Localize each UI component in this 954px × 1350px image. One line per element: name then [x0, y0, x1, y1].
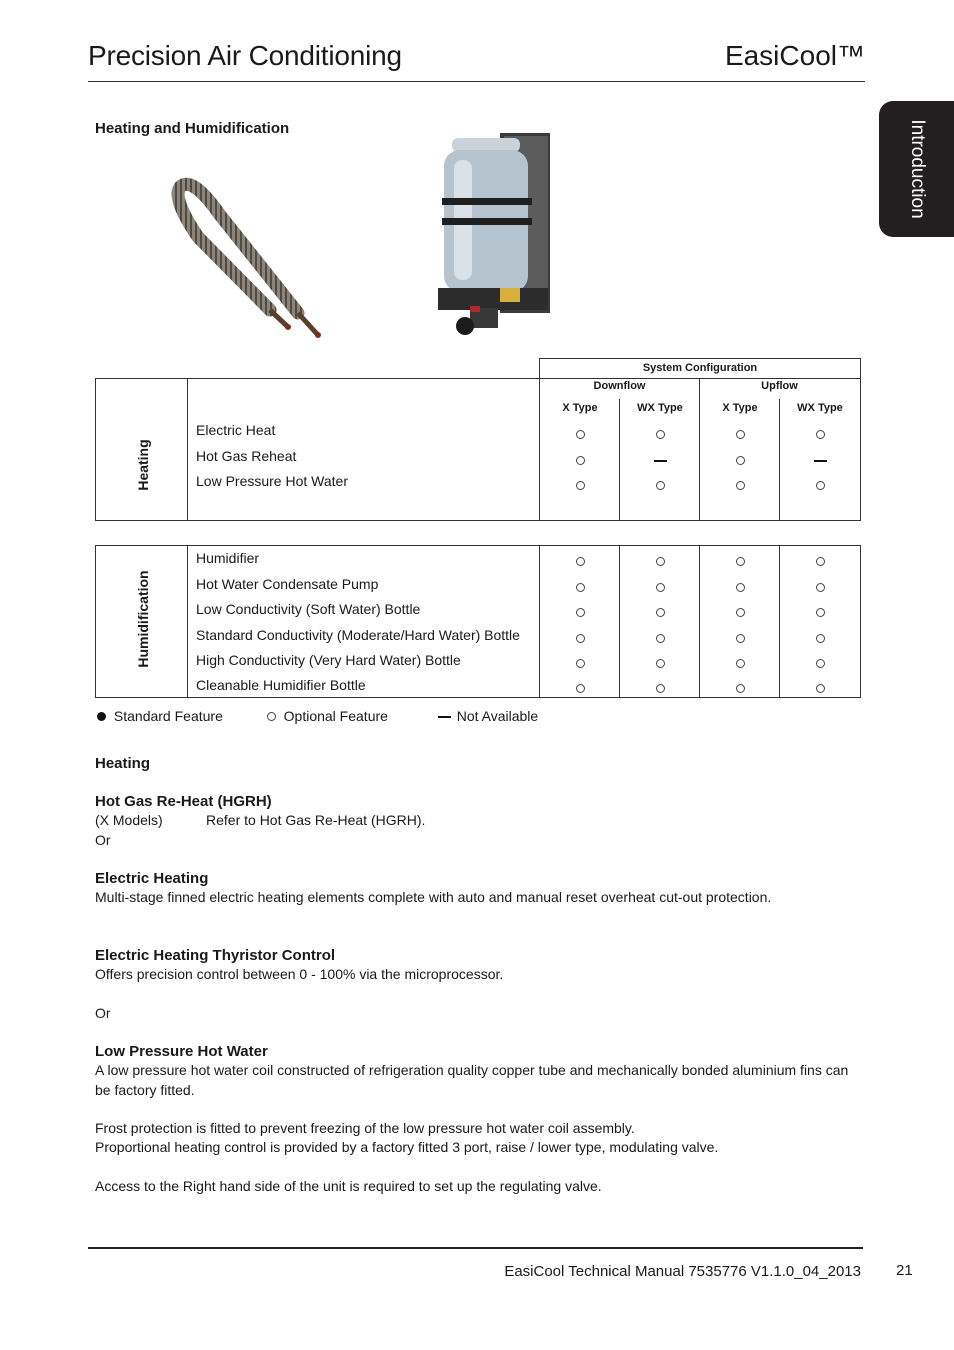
feature-cell [700, 579, 780, 597]
lphw-text-3: Proportional heating control is provided by a factory fitted 3 port, raise / lower type, modulating valve. [95, 1139, 719, 1155]
feature-cell [700, 630, 780, 648]
optional-feature-icon [736, 634, 745, 643]
optional-feature-icon [656, 430, 665, 439]
not-available-icon [814, 460, 827, 462]
row-label: Low Pressure Hot Water [196, 473, 348, 489]
optional-feature-icon [816, 608, 825, 617]
feature-cell [700, 426, 780, 444]
col-upflow-wx: WX Type [797, 402, 843, 414]
lphw-text-4: Access to the Right hand side of the unit is required to set up the regulating valve. [95, 1178, 602, 1194]
optional-feature-icon [656, 481, 665, 490]
hgrh-text: Refer to Hot Gas Re-Heat (HGRH). [206, 812, 426, 828]
lphw-text-2: Frost protection is fitted to prevent freezing of the low pressure hot water coil assembly. [95, 1120, 635, 1136]
heating-table [95, 378, 861, 521]
feature-cell [620, 604, 700, 622]
optional-feature-icon [656, 583, 665, 592]
not-available-icon [654, 460, 667, 462]
feature-cell [700, 477, 780, 495]
row-label: Standard Conductivity (Moderate/Hard Water) Bottle [196, 627, 520, 643]
feature-cell [780, 630, 860, 648]
heating-group-label: Heating [135, 439, 151, 491]
optional-feature-icon [736, 456, 745, 465]
optional-feature-icon [736, 684, 745, 693]
humidifier-image [430, 128, 560, 343]
section-heading: Heating and Humidification [95, 120, 290, 137]
section-tab-introduction[interactable] [879, 101, 954, 237]
thyristor-text: Offers precision control between 0 - 100% via the microprocessor. [95, 966, 504, 982]
legend [97, 708, 538, 724]
or-text: Or [95, 1005, 111, 1021]
optional-feature-icon [576, 634, 585, 643]
feature-cell [540, 604, 620, 622]
feature-cell [620, 426, 700, 444]
feature-cell [700, 680, 780, 698]
feature-cell [780, 553, 860, 571]
optional-feature-icon [576, 583, 585, 592]
optional-feature-icon [816, 557, 825, 566]
optional-feature-icon [656, 659, 665, 668]
col-upflow-x: X Type [722, 402, 758, 414]
optional-feature-icon [656, 634, 665, 643]
optional-feature-icon [816, 583, 825, 592]
feature-cell [700, 655, 780, 673]
feature-cell [780, 426, 860, 444]
row-label: Hot Gas Reheat [196, 448, 297, 464]
feature-cell [700, 553, 780, 571]
feature-cell [620, 680, 700, 698]
thyristor-heading: Electric Heating Thyristor Control [95, 947, 336, 964]
humidification-table [95, 545, 861, 698]
heating-element-image [150, 145, 340, 345]
hgrh-models: (X Models) [95, 812, 163, 828]
page-number: 21 [896, 1262, 913, 1279]
optional-feature-icon [816, 481, 825, 490]
feature-cell [540, 452, 620, 470]
electric-heating-heading: Electric Heating [95, 870, 209, 887]
optional-feature-icon [656, 557, 665, 566]
optional-feature-icon [736, 583, 745, 592]
lphw-heading: Low Pressure Hot Water [95, 1043, 268, 1060]
optional-feature-icon [576, 684, 585, 693]
row-label: Cleanable Humidifier Bottle [196, 677, 366, 693]
not-available-icon [438, 716, 451, 718]
system-configuration-label: System Configuration [642, 362, 758, 374]
row-label: Hot Water Condensate Pump [196, 576, 379, 592]
optional-feature-icon [736, 659, 745, 668]
footer-rule [88, 1247, 863, 1249]
optional-feature-icon [736, 430, 745, 439]
standard-feature-icon [97, 712, 106, 721]
feature-cell [540, 655, 620, 673]
optional-feature-icon [736, 557, 745, 566]
feature-cell [780, 452, 860, 470]
optional-feature-icon [576, 608, 585, 617]
humidification-group-label: Humidification [135, 570, 151, 668]
legend-standard: Standard Feature [113, 708, 223, 724]
feature-cell [620, 553, 700, 571]
header-rule [88, 81, 865, 82]
optional-feature-icon [736, 481, 745, 490]
legend-not-available: Not Available [456, 708, 539, 724]
feature-cell [620, 655, 700, 673]
optional-feature-icon [576, 659, 585, 668]
optional-feature-icon [656, 608, 665, 617]
feature-cell [540, 579, 620, 597]
feature-cell [540, 553, 620, 571]
optional-feature-icon [267, 712, 276, 721]
row-label: High Conductivity (Very Hard Water) Bottle [196, 652, 461, 668]
row-label: Electric Heat [196, 422, 276, 438]
row-label: Low Conductivity (Soft Water) Bottle [196, 601, 421, 617]
optional-feature-icon [576, 430, 585, 439]
system-configuration-header [539, 358, 861, 380]
feature-cell [620, 477, 700, 495]
optional-feature-icon [816, 684, 825, 693]
feature-cell [700, 452, 780, 470]
feature-cell [540, 477, 620, 495]
feature-cell [540, 426, 620, 444]
footer-manual: EasiCool Technical Manual 7535776 V1.1.0_04_2013 [504, 1263, 861, 1280]
col-downflow-x: X Type [562, 402, 598, 414]
row-label: Humidifier [196, 550, 260, 566]
feature-cell [540, 630, 620, 648]
feature-cell [780, 477, 860, 495]
feature-cell [780, 579, 860, 597]
legend-optional: Optional Feature [283, 708, 388, 724]
feature-cell [780, 655, 860, 673]
feature-cell [700, 604, 780, 622]
optional-feature-icon [576, 456, 585, 465]
hgrh-heading: Hot Gas Re-Heat (HGRH) [95, 793, 272, 810]
feature-cell [620, 630, 700, 648]
feature-cell [540, 680, 620, 698]
optional-feature-icon [816, 659, 825, 668]
optional-feature-icon [816, 430, 825, 439]
optional-feature-icon [816, 634, 825, 643]
heating-heading: Heating [95, 755, 151, 772]
group-upflow: Upflow [761, 380, 798, 392]
feature-cell [780, 604, 860, 622]
brand-title: EasiCool™ [724, 40, 865, 71]
electric-heating-text: Multi-stage finned electric heating elements complete with auto and manual reset overheat cut-out protection. [95, 889, 772, 905]
optional-feature-icon [656, 684, 665, 693]
feature-cell [780, 680, 860, 698]
or-text: Or [95, 832, 111, 848]
optional-feature-icon [736, 608, 745, 617]
col-downflow-wx: WX Type [637, 402, 683, 414]
section-tab-label: Introduction [906, 119, 928, 219]
page-title: Precision Air Conditioning [88, 40, 402, 71]
feature-cell [620, 452, 700, 470]
feature-cell [620, 579, 700, 597]
optional-feature-icon [576, 481, 585, 490]
group-downflow: Downflow [593, 380, 646, 392]
lphw-text-1: A low pressure hot water coil constructed of refrigeration quality copper tube and mechanically bonded aluminium fins can be factory fitted. [95, 1062, 849, 1098]
optional-feature-icon [576, 557, 585, 566]
